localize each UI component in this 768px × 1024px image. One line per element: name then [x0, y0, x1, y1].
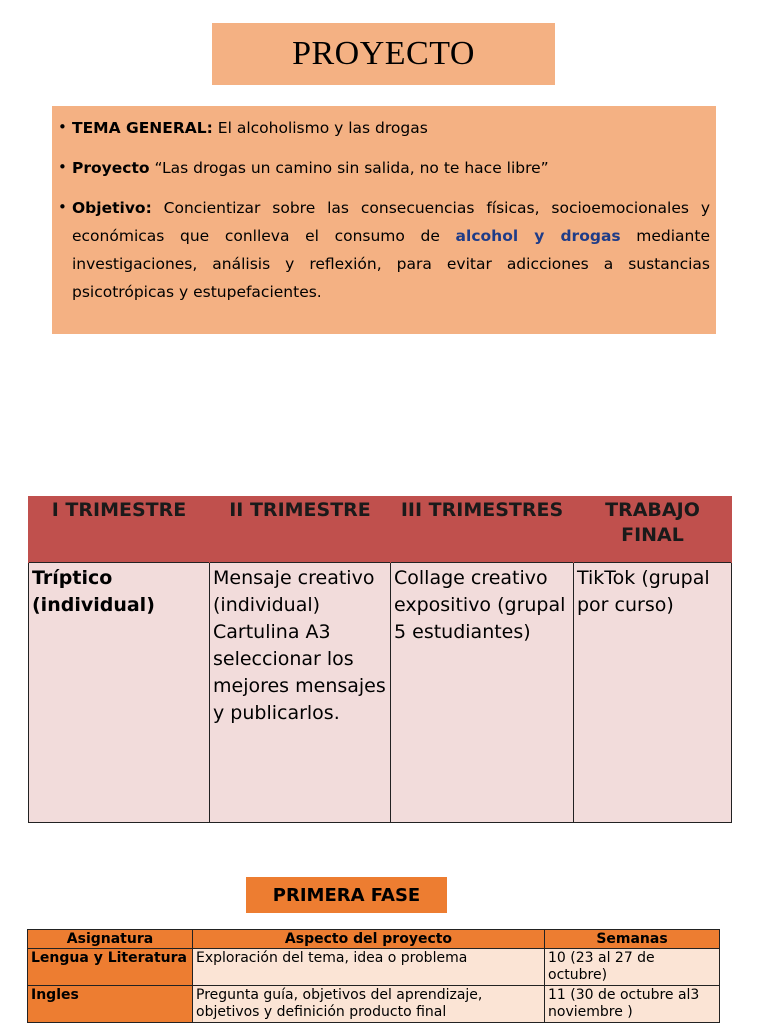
header-trimestre-1: I TRIMESTRE	[29, 496, 210, 563]
project-title-banner	[212, 23, 555, 85]
table-row	[28, 949, 720, 986]
cell-trimestre-2: Mensaje creativo (individual) Cartulina A3 seleccionar los mejores mensajes y publicarlos.	[210, 563, 391, 823]
tema-label: TEMA GENERAL:	[72, 119, 213, 137]
tema-value: El alcoholismo y las drogas	[217, 119, 428, 137]
header-semanas: Semanas	[545, 930, 720, 949]
tema-general-item	[58, 114, 710, 142]
cell-trabajo-final: TikTok (grupal por curso)	[574, 563, 732, 823]
aspecto-cell: Exploración del tema, idea o problema	[193, 949, 545, 986]
trimestres-table	[28, 496, 732, 823]
fase-title: PRIMERA FASE	[272, 884, 421, 906]
objetivo-item	[58, 194, 710, 306]
primera-fase-table	[27, 929, 720, 1023]
header-trimestre-2: II TRIMESTRE	[210, 496, 391, 563]
objetivo-text-start: Concientizar sobre las consecuencias físicas, socioemocionales y económicas que conlleva el consumo de	[72, 199, 710, 245]
aspecto-cell: Pregunta guía, objetivos del aprendizaje, objetivos y definición producto final	[193, 986, 545, 1023]
proyecto-label: Proyecto	[72, 159, 150, 177]
objetivo-text-end: mediante investigaciones, análisis y reflexión, para evitar adicciones a sustancias psicotrópicas y estupefacientes.	[72, 227, 710, 301]
asignatura-cell: Ingles	[28, 986, 193, 1023]
semanas-cell: 10 (23 al 27 de octubre)	[545, 949, 720, 986]
header-asignatura: Asignatura	[28, 930, 193, 949]
trimestres-header-row	[29, 496, 732, 563]
asignatura-cell: Lengua y Literatura	[28, 949, 193, 986]
page-title: PROYECTO	[292, 35, 475, 72]
objetivo-label: Objetivo:	[72, 199, 152, 217]
cell-trimestre-3: Collage creativo expositivo (grupal 5 estudiantes)	[391, 563, 574, 823]
header-aspecto: Aspecto del proyecto	[193, 930, 545, 949]
fase-header-row	[28, 930, 720, 949]
proyecto-value: “Las drogas un camino sin salida, no te hace libre”	[154, 159, 549, 177]
trimestres-content-row	[29, 563, 732, 823]
header-trimestre-3: III TRIMESTRES	[391, 496, 574, 563]
primera-fase-banner	[246, 877, 447, 913]
table-row	[28, 986, 720, 1023]
project-info-box	[52, 106, 716, 334]
objetivo-highlight: alcohol y drogas	[455, 227, 621, 245]
semanas-cell: 11 (30 de octubre al3 noviembre )	[545, 986, 720, 1023]
cell-trimestre-1: Tríptico (individual)	[29, 563, 210, 823]
proyecto-item	[58, 154, 710, 182]
header-trabajo-final: TRABAJO FINAL	[574, 496, 732, 563]
